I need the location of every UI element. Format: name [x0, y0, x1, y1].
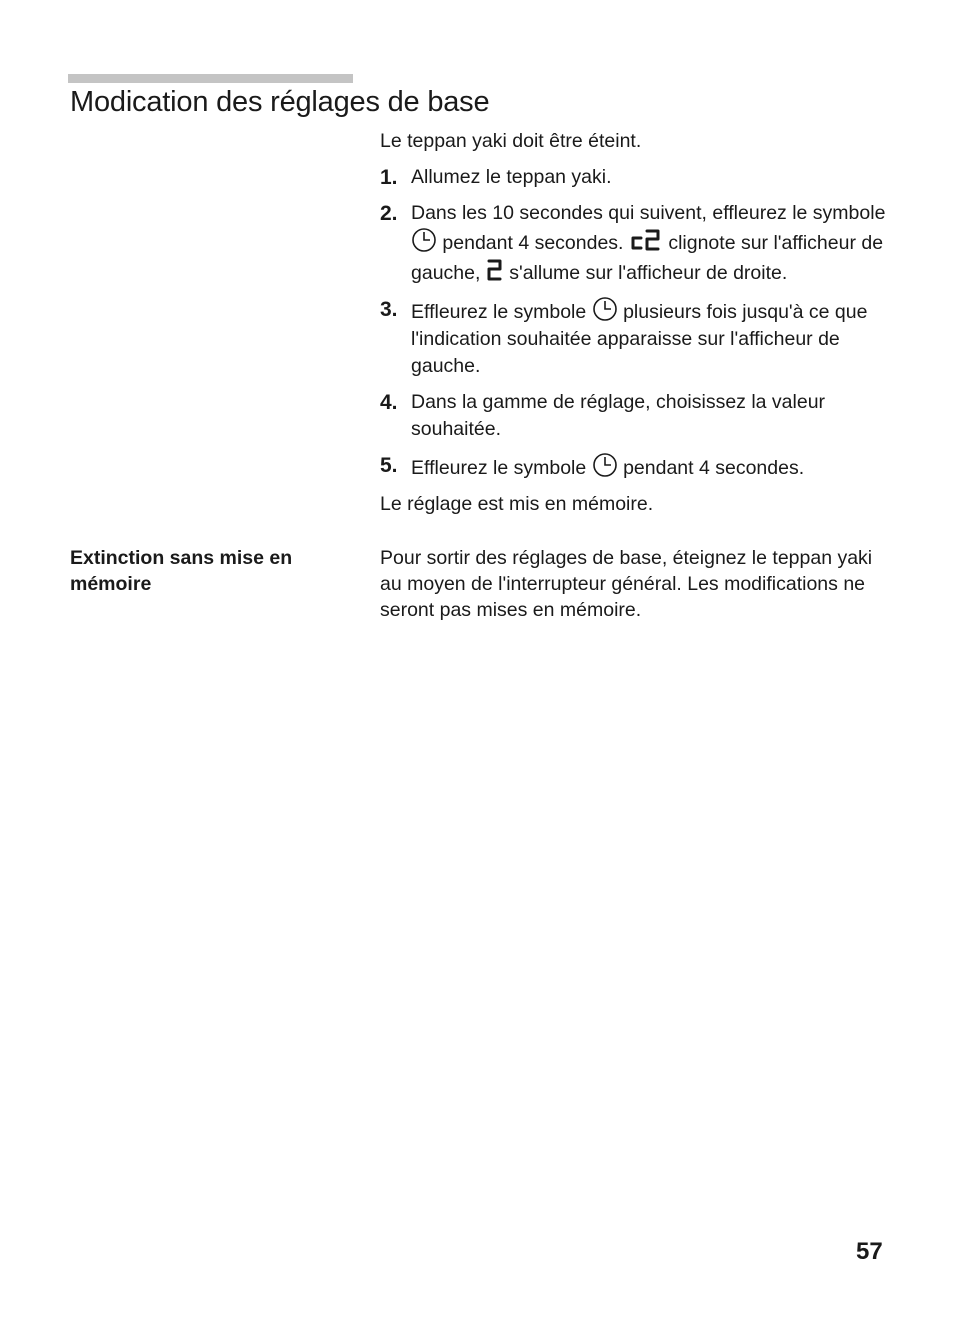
step-text: Dans les 10 secondes qui suivent, effleurez le symbole	[411, 202, 886, 224]
step-text: plusieurs fois jusqu'à ce que l'indication souhaitée apparaisse sur l'afficheur de gauche.	[411, 301, 868, 377]
section-text: Pour sortir des réglages de base, éteignez le teppan yaki au moyen de l'interrupteur général. Les modifications ne seront pas mises en mémoire.	[380, 547, 873, 621]
step-4	[380, 389, 890, 443]
display-2-icon	[486, 257, 504, 283]
header-rule	[68, 74, 353, 83]
step-3	[380, 296, 890, 380]
step-2	[380, 200, 890, 287]
timer-icon	[411, 227, 437, 253]
timer-icon	[592, 452, 618, 478]
step-text: Allumez le teppan yaki.	[411, 166, 612, 188]
timer-icon	[592, 296, 618, 322]
step-text: Effleurez le symbole	[411, 301, 592, 323]
page-number: 57	[856, 1238, 883, 1265]
step-text: clignote sur l'afficheur de gauche,	[411, 232, 884, 284]
step-text: pendant 4 secondes.	[617, 457, 805, 479]
step-number: 1.	[380, 166, 398, 189]
step-text: s'allume sur l'afficheur de droite.	[503, 262, 788, 284]
step-text: Dans la gamme de réglage, choisissez la valeur souhaitée.	[411, 391, 826, 440]
step-number: 4.	[380, 391, 398, 414]
steps-list	[380, 164, 890, 482]
step-text: Effleurez le symbole	[411, 457, 592, 479]
step-1	[380, 164, 890, 191]
step-number: 2.	[380, 202, 398, 225]
page-title: Modication des réglages de base	[70, 86, 490, 118]
intro-text: Le teppan yaki doit être éteint.	[380, 130, 642, 152]
step-text: pendant 4 secondes.	[437, 232, 629, 254]
instructions	[380, 128, 890, 518]
outro-text: Le réglage est mis en mémoire.	[380, 493, 654, 515]
step-number: 3.	[380, 298, 398, 321]
section-label: Extinction sans mise en mémoire	[70, 547, 293, 595]
step-5	[380, 452, 890, 482]
display-c2-icon	[629, 227, 663, 253]
step-number: 5.	[380, 454, 398, 477]
